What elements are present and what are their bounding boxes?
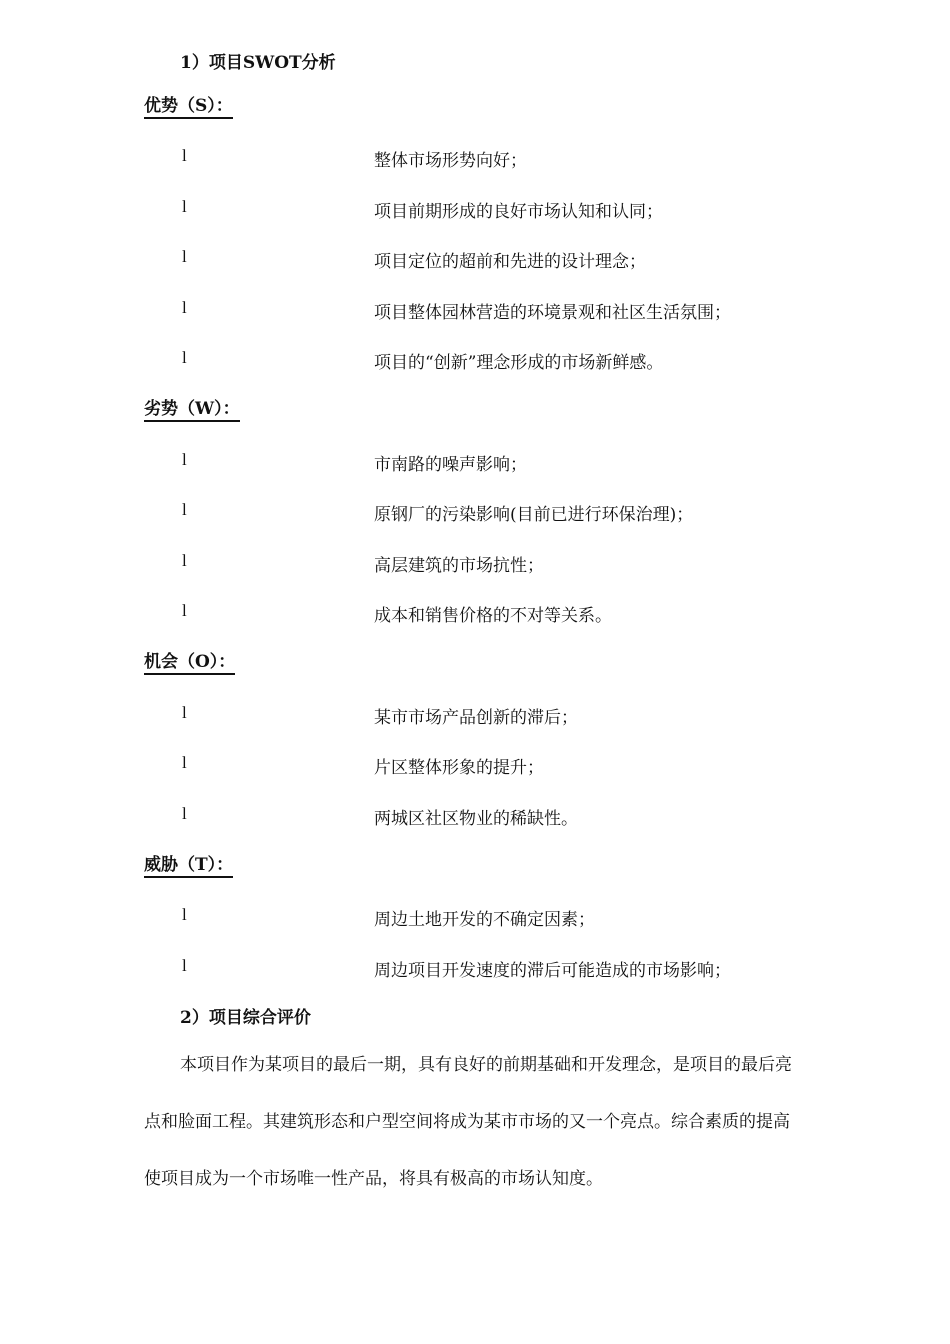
paragraph-line: 点和脸面工程。其建筑形态和户型空间将成为某市市场的又一个亮点。综合素质的提高 [144, 1112, 790, 1132]
bullet-marker: l [182, 551, 187, 570]
swot-heading: 1）项目SWOT分析 [180, 53, 336, 73]
list-item [0, 601, 950, 625]
paragraph-line: 使项目成为一个市场唯一性产品，将具有极高的市场认知度。 [144, 1169, 603, 1189]
list-item-text: 市南路的噪声影响； [374, 455, 527, 475]
bullet-marker: l [182, 500, 187, 519]
list-item [0, 804, 950, 828]
bullet-marker: l [182, 348, 187, 367]
threats-label: 威胁（T）： [144, 855, 233, 878]
opportunities-label: 机会（O）： [144, 652, 235, 675]
list-item [0, 298, 950, 322]
list-item-text: 整体市场形势向好； [374, 151, 527, 171]
list-item-text: 原钢厂的污染影响(目前已进行环保治理)； [374, 505, 694, 525]
list-item [0, 146, 950, 170]
list-item-text: 项目定位的超前和先进的设计理念； [374, 252, 646, 272]
strengths-label: 优势（S）： [144, 96, 233, 119]
paragraph-line: 本项目作为某项目的最后一期，具有良好的前期基础和开发理念，是项目的最后亮 [180, 1055, 792, 1075]
list-item-text: 高层建筑的市场抗性； [374, 556, 544, 576]
bullet-marker: l [182, 146, 187, 165]
list-item-text: 成本和销售价格的不对等关系。 [374, 606, 612, 626]
bullet-marker: l [182, 753, 187, 772]
list-item [0, 197, 950, 221]
bullet-marker: l [182, 956, 187, 975]
bullet-marker: l [182, 804, 187, 823]
list-item [0, 450, 950, 474]
list-item-text: 周边项目开发速度的滞后可能造成的市场影响； [374, 961, 731, 981]
list-item [0, 753, 950, 777]
bullet-marker: l [182, 905, 187, 924]
list-item-text: 项目的“创新”理念形成的市场新鲜感。 [374, 353, 664, 373]
list-item [0, 551, 950, 575]
bullet-marker: l [182, 247, 187, 266]
bullet-marker: l [182, 703, 187, 722]
list-item [0, 348, 950, 372]
list-item-text: 项目整体园林营造的环境景观和社区生活氛围； [374, 303, 731, 323]
list-item [0, 703, 950, 727]
list-item-text: 片区整体形象的提升； [374, 758, 544, 778]
list-item [0, 247, 950, 271]
list-item-text: 某市市场产品创新的滞后； [374, 708, 578, 728]
list-item [0, 500, 950, 524]
bullet-marker: l [182, 450, 187, 469]
list-item [0, 905, 950, 929]
list-item [0, 956, 950, 980]
list-item-text: 项目前期形成的良好市场认知和认同； [374, 202, 663, 222]
list-item-text: 周边土地开发的不确定因素； [374, 910, 595, 930]
bullet-marker: l [182, 197, 187, 216]
bullet-marker: l [182, 298, 187, 317]
bullet-marker: l [182, 601, 187, 620]
evaluation-heading: 2）项目综合评价 [180, 1008, 311, 1028]
list-item-text: 两城区社区物业的稀缺性。 [374, 809, 578, 829]
weaknesses-label: 劣势（W）： [144, 399, 240, 422]
